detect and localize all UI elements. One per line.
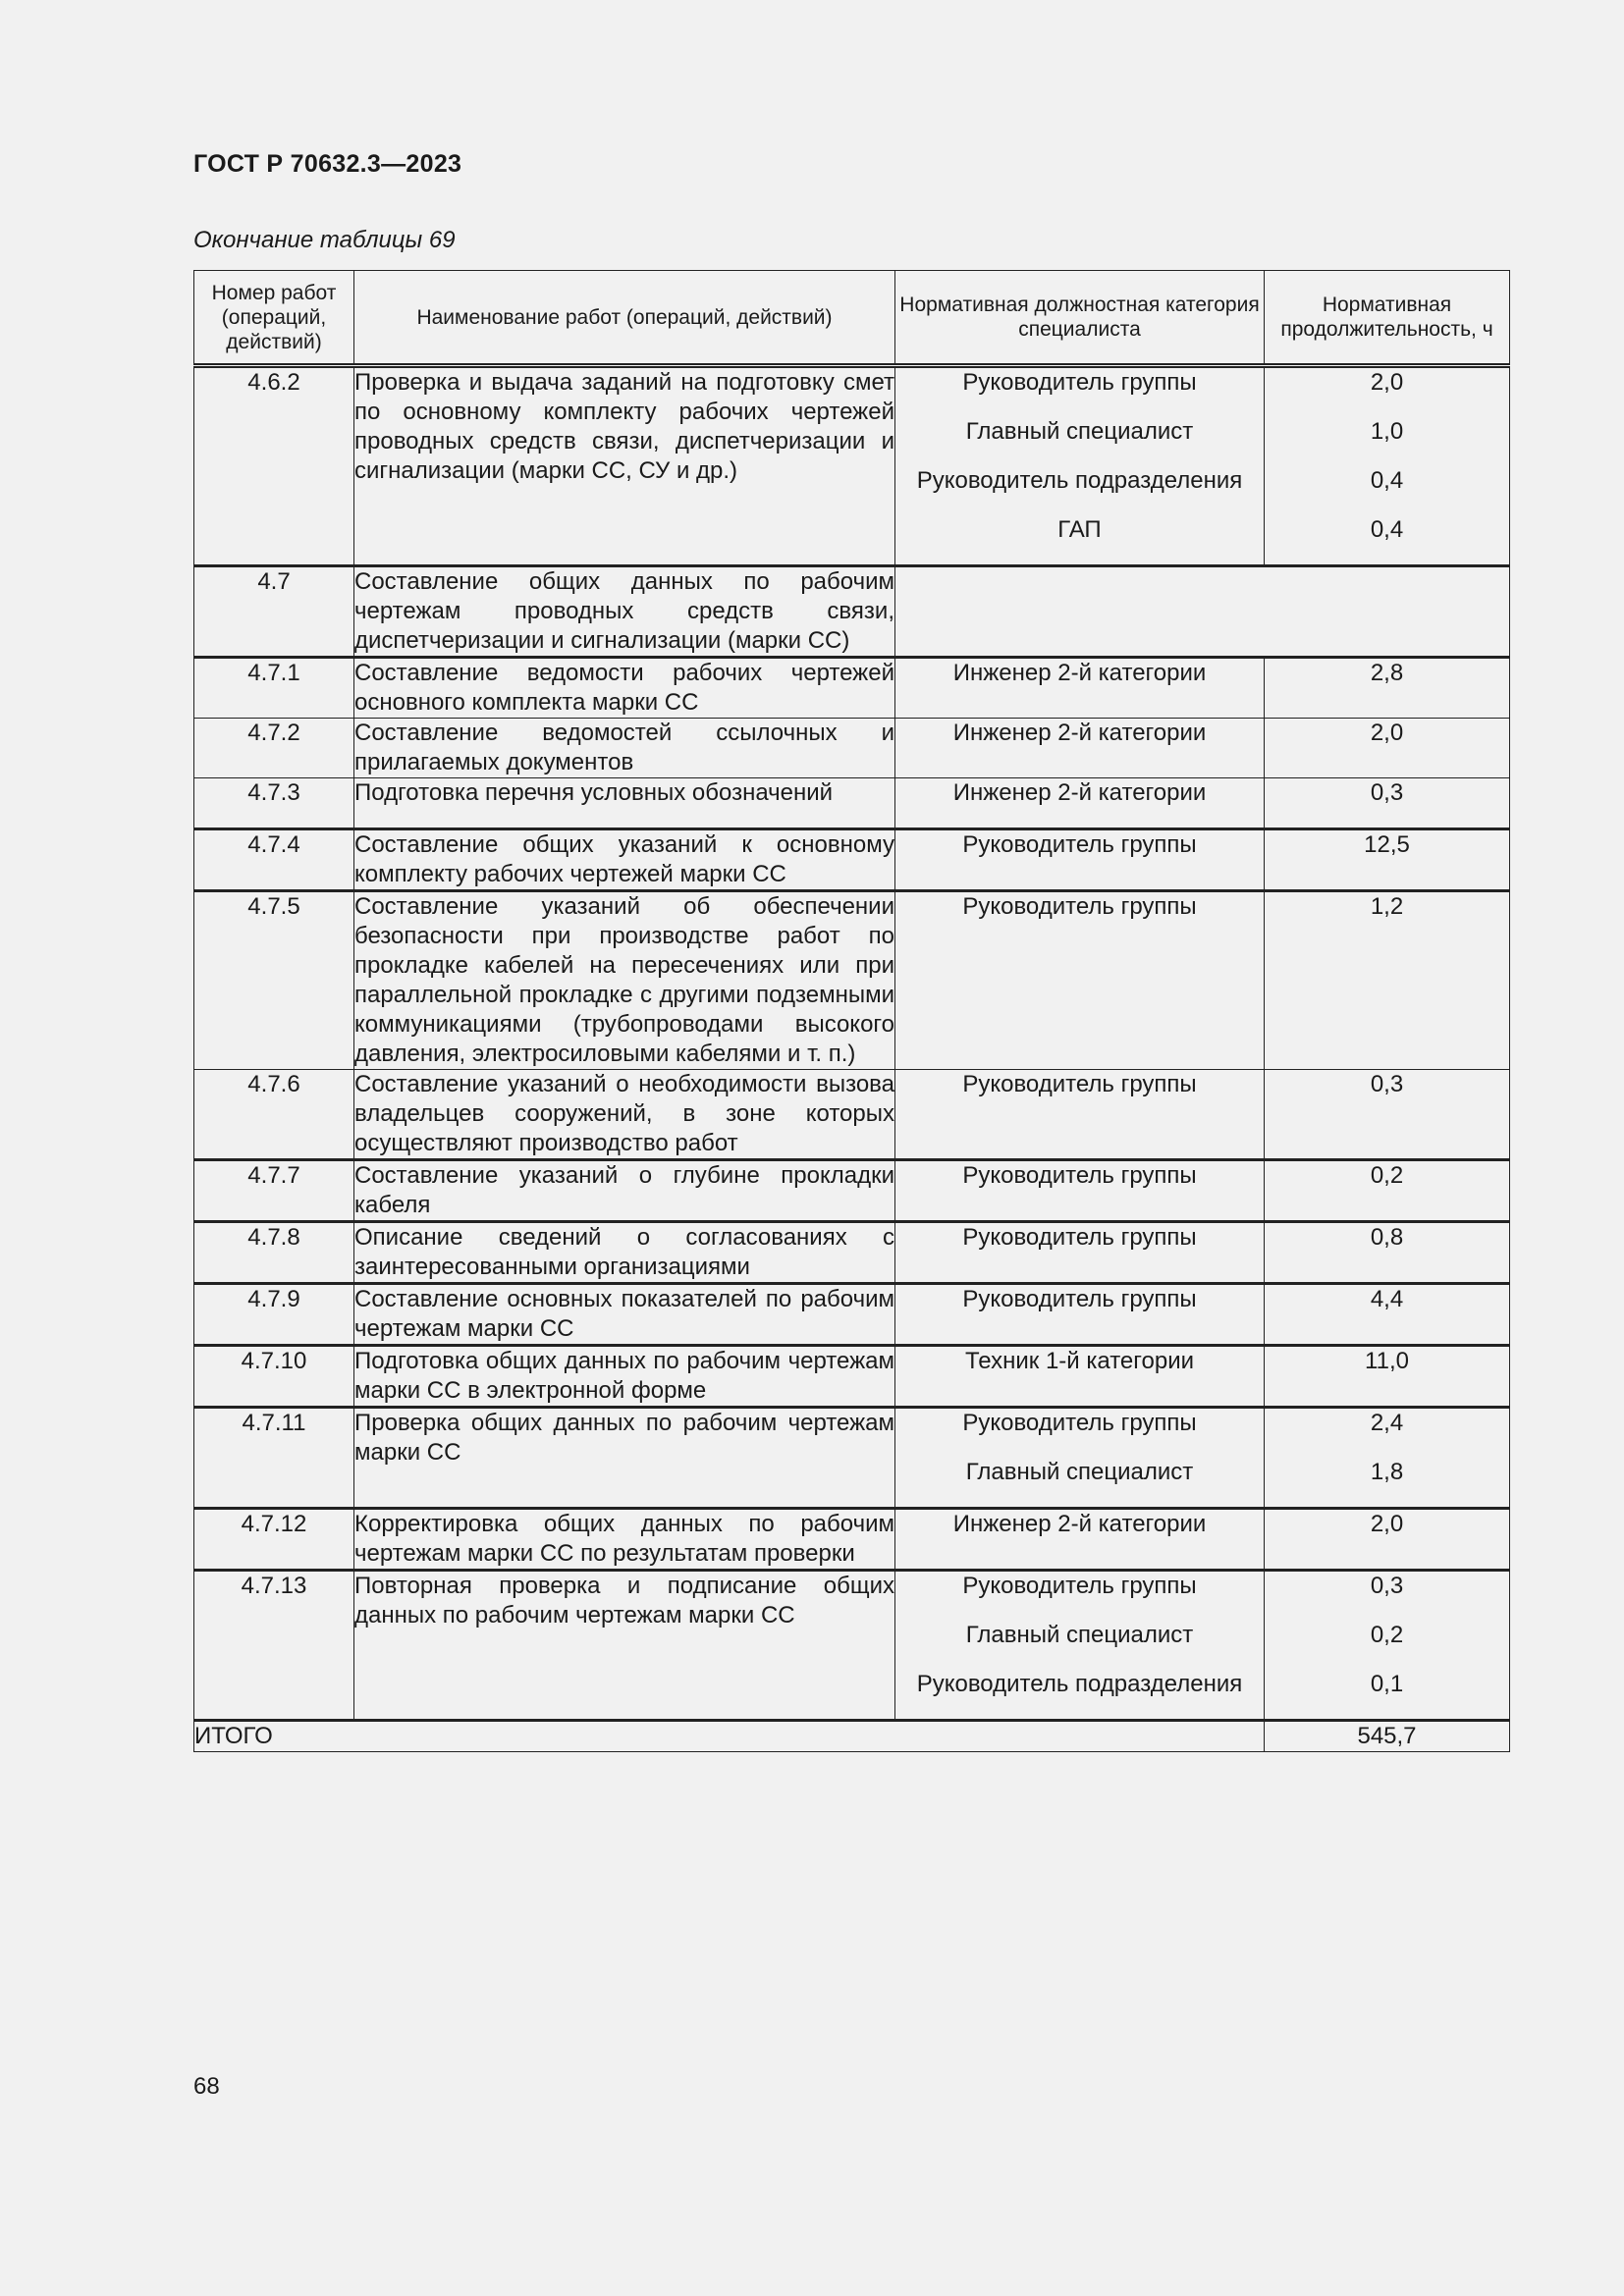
duration-value: 2,4	[1370, 1410, 1404, 1436]
work-number: 4.7.5	[194, 891, 354, 1070]
specialist-category-cell	[895, 1408, 1265, 1509]
work-number: 4.7.11	[194, 1408, 354, 1509]
table-row	[194, 1160, 1510, 1222]
specialist-category-cell	[895, 1509, 1265, 1571]
duration-value: 0,2	[1370, 1162, 1404, 1189]
specialist-category: Техник 1-й категории	[964, 1348, 1195, 1374]
table-row	[194, 1346, 1510, 1408]
work-number: 4.7.9	[194, 1284, 354, 1346]
table-row	[194, 1070, 1510, 1160]
work-name: Составление указаний о необходимости вызова владельцев сооружений, в зоне которых осуществляют производство работ	[354, 1070, 895, 1160]
table-row	[194, 829, 1510, 891]
duration-value: 12,5	[1364, 831, 1410, 858]
specialist-category: Инженер 2-й категории	[952, 779, 1207, 806]
duration-value: 1,8	[1370, 1459, 1404, 1485]
work-number: 4.7.4	[194, 829, 354, 891]
table-header-row	[194, 271, 1510, 366]
norms-table	[193, 270, 1510, 1752]
work-name: Составление указаний об обеспечении безопасности при производстве работ по прокладке кабелей на пересечениях или при параллельной прокладке с другими подземными коммуникациями (трубопроводами высокого давления, электросиловыми кабелями и т. п.)	[354, 891, 895, 1070]
specialist-category: Руководитель подразделения	[916, 1671, 1243, 1697]
specialist-category-cell	[895, 1070, 1265, 1160]
duration-value: 1,2	[1370, 893, 1404, 920]
duration-cell	[1265, 778, 1510, 829]
table-row	[194, 1408, 1510, 1509]
duration-value: 0,3	[1370, 1573, 1404, 1599]
work-name: Повторная проверка и подписание общих данных по рабочим чертежам марки СС	[354, 1571, 895, 1721]
work-name: Описание сведений о согласованиях с заинтересованными организациями	[354, 1222, 895, 1284]
work-number: 4.7.8	[194, 1222, 354, 1284]
total-label: ИТОГО	[194, 1721, 1265, 1752]
specialist-category-cell	[895, 1222, 1265, 1284]
duration-value: 2,0	[1370, 1511, 1404, 1537]
specialist-category-cell	[895, 366, 1265, 566]
work-number: 4.7.2	[194, 719, 354, 778]
specialist-category: Руководитель группы	[962, 893, 1197, 920]
table-row	[194, 1571, 1510, 1721]
duration-cell	[1265, 1284, 1510, 1346]
total-value: 545,7	[1265, 1721, 1510, 1752]
specialist-category: Инженер 2-й категории	[952, 660, 1207, 686]
specialist-category: Главный специалист	[965, 1622, 1194, 1648]
duration-value: 0,3	[1370, 1071, 1404, 1097]
empty-cell	[895, 566, 1510, 658]
work-name: Составление основных показателей по рабочим чертежам марки СС	[354, 1284, 895, 1346]
table-row	[194, 778, 1510, 829]
work-name: Подготовка общих данных по рабочим чертежам марки СС в электронной форме	[354, 1346, 895, 1408]
work-number: 4.7.3	[194, 778, 354, 829]
work-number: 4.7.1	[194, 658, 354, 719]
duration-cell	[1265, 1509, 1510, 1571]
duration-value: 0,1	[1370, 1671, 1404, 1697]
specialist-category: Руководитель группы	[962, 1071, 1197, 1097]
specialist-category-cell	[895, 1346, 1265, 1408]
duration-value: 2,8	[1370, 660, 1404, 686]
specialist-category: Руководитель группы	[962, 831, 1197, 858]
work-number: 4.7.6	[194, 1070, 354, 1160]
specialist-category: Инженер 2-й категории	[952, 720, 1207, 746]
work-number: 4.6.2	[194, 366, 354, 566]
specialist-category-cell	[895, 658, 1265, 719]
duration-cell	[1265, 1571, 1510, 1721]
work-name: Проверка общих данных по рабочим чертежам марки СС	[354, 1408, 895, 1509]
specialist-category: Руководитель группы	[962, 1573, 1197, 1599]
page-number: 68	[193, 2073, 220, 2100]
table-row	[194, 658, 1510, 719]
specialist-category: Руководитель группы	[962, 1224, 1197, 1251]
duration-cell	[1265, 829, 1510, 891]
table-row	[194, 566, 1510, 658]
header-work-number: Номер работ (операций, действий)	[194, 271, 354, 366]
duration-value: 2,0	[1370, 720, 1404, 746]
duration-value: 2,0	[1370, 369, 1404, 396]
duration-value: 0,2	[1370, 1622, 1404, 1648]
duration-cell	[1265, 658, 1510, 719]
duration-cell	[1265, 366, 1510, 566]
table-row	[194, 1509, 1510, 1571]
specialist-category: Руководитель группы	[962, 1162, 1197, 1189]
specialist-category: Руководитель группы	[962, 1286, 1197, 1312]
table-caption: Окончание таблицы 69	[193, 227, 456, 253]
specialist-category: Руководитель группы	[962, 1410, 1197, 1436]
table-row	[194, 719, 1510, 778]
specialist-category-cell	[895, 829, 1265, 891]
specialist-category-cell	[895, 778, 1265, 829]
specialist-category: Главный специалист	[965, 1459, 1194, 1485]
header-work-name: Наименование работ (операций, действий)	[354, 271, 895, 366]
document-title: ГОСТ Р 70632.3—2023	[193, 150, 462, 178]
table-row	[194, 1284, 1510, 1346]
table-body	[194, 366, 1510, 1752]
duration-cell	[1265, 1222, 1510, 1284]
work-name: Составление общих данных по рабочим чертежам проводных средств связи, диспетчеризации и сигнализации (марки СС)	[354, 566, 895, 658]
work-name: Подготовка перечня условных обозначений	[354, 778, 895, 829]
table-row	[194, 891, 1510, 1070]
specialist-category-cell	[895, 719, 1265, 778]
work-name: Проверка и выдача заданий на подготовку смет по основному комплекту рабочих чертежей проводных средств связи, диспетчеризации и сигнализации (марки СС, СУ и др.)	[354, 366, 895, 566]
work-name: Составление ведомостей ссылочных и прилагаемых документов	[354, 719, 895, 778]
table-row	[194, 1222, 1510, 1284]
total-row	[194, 1721, 1510, 1752]
work-number: 4.7.13	[194, 1571, 354, 1721]
specialist-category-cell	[895, 1571, 1265, 1721]
duration-cell	[1265, 719, 1510, 778]
specialist-category: Руководитель подразделения	[916, 467, 1243, 494]
duration-cell	[1265, 1160, 1510, 1222]
specialist-category-cell	[895, 1160, 1265, 1222]
specialist-category: Главный специалист	[965, 418, 1194, 445]
duration-value: 0,4	[1370, 467, 1404, 494]
table-row	[194, 366, 1510, 566]
work-number: 4.7.10	[194, 1346, 354, 1408]
header-specialist-category: Нормативная должностная категория специалиста	[895, 271, 1265, 366]
header-duration: Нормативная продолжительность, ч	[1265, 271, 1510, 366]
specialist-category: Руководитель группы	[962, 369, 1197, 396]
specialist-category: ГАП	[1057, 516, 1102, 543]
duration-value: 11,0	[1365, 1348, 1409, 1374]
duration-cell	[1265, 891, 1510, 1070]
work-number: 4.7	[194, 566, 354, 658]
duration-cell	[1265, 1070, 1510, 1160]
work-number: 4.7.12	[194, 1509, 354, 1571]
duration-cell	[1265, 1408, 1510, 1509]
specialist-category-cell	[895, 891, 1265, 1070]
work-name: Составление общих указаний к основному комплекту рабочих чертежей марки СС	[354, 829, 895, 891]
duration-value: 0,3	[1370, 779, 1404, 806]
work-number: 4.7.7	[194, 1160, 354, 1222]
duration-value: 0,4	[1370, 516, 1404, 543]
duration-cell	[1265, 1346, 1510, 1408]
duration-value: 4,4	[1370, 1286, 1404, 1312]
specialist-category-cell	[895, 1284, 1265, 1346]
work-name: Корректировка общих данных по рабочим чертежам марки СС по результатам проверки	[354, 1509, 895, 1571]
specialist-category: Инженер 2-й категории	[952, 1511, 1207, 1537]
duration-value: 0,8	[1370, 1224, 1404, 1251]
duration-value: 1,0	[1370, 418, 1404, 445]
work-name: Составление ведомости рабочих чертежей основного комплекта марки СС	[354, 658, 895, 719]
work-name: Составление указаний о глубине прокладки кабеля	[354, 1160, 895, 1222]
